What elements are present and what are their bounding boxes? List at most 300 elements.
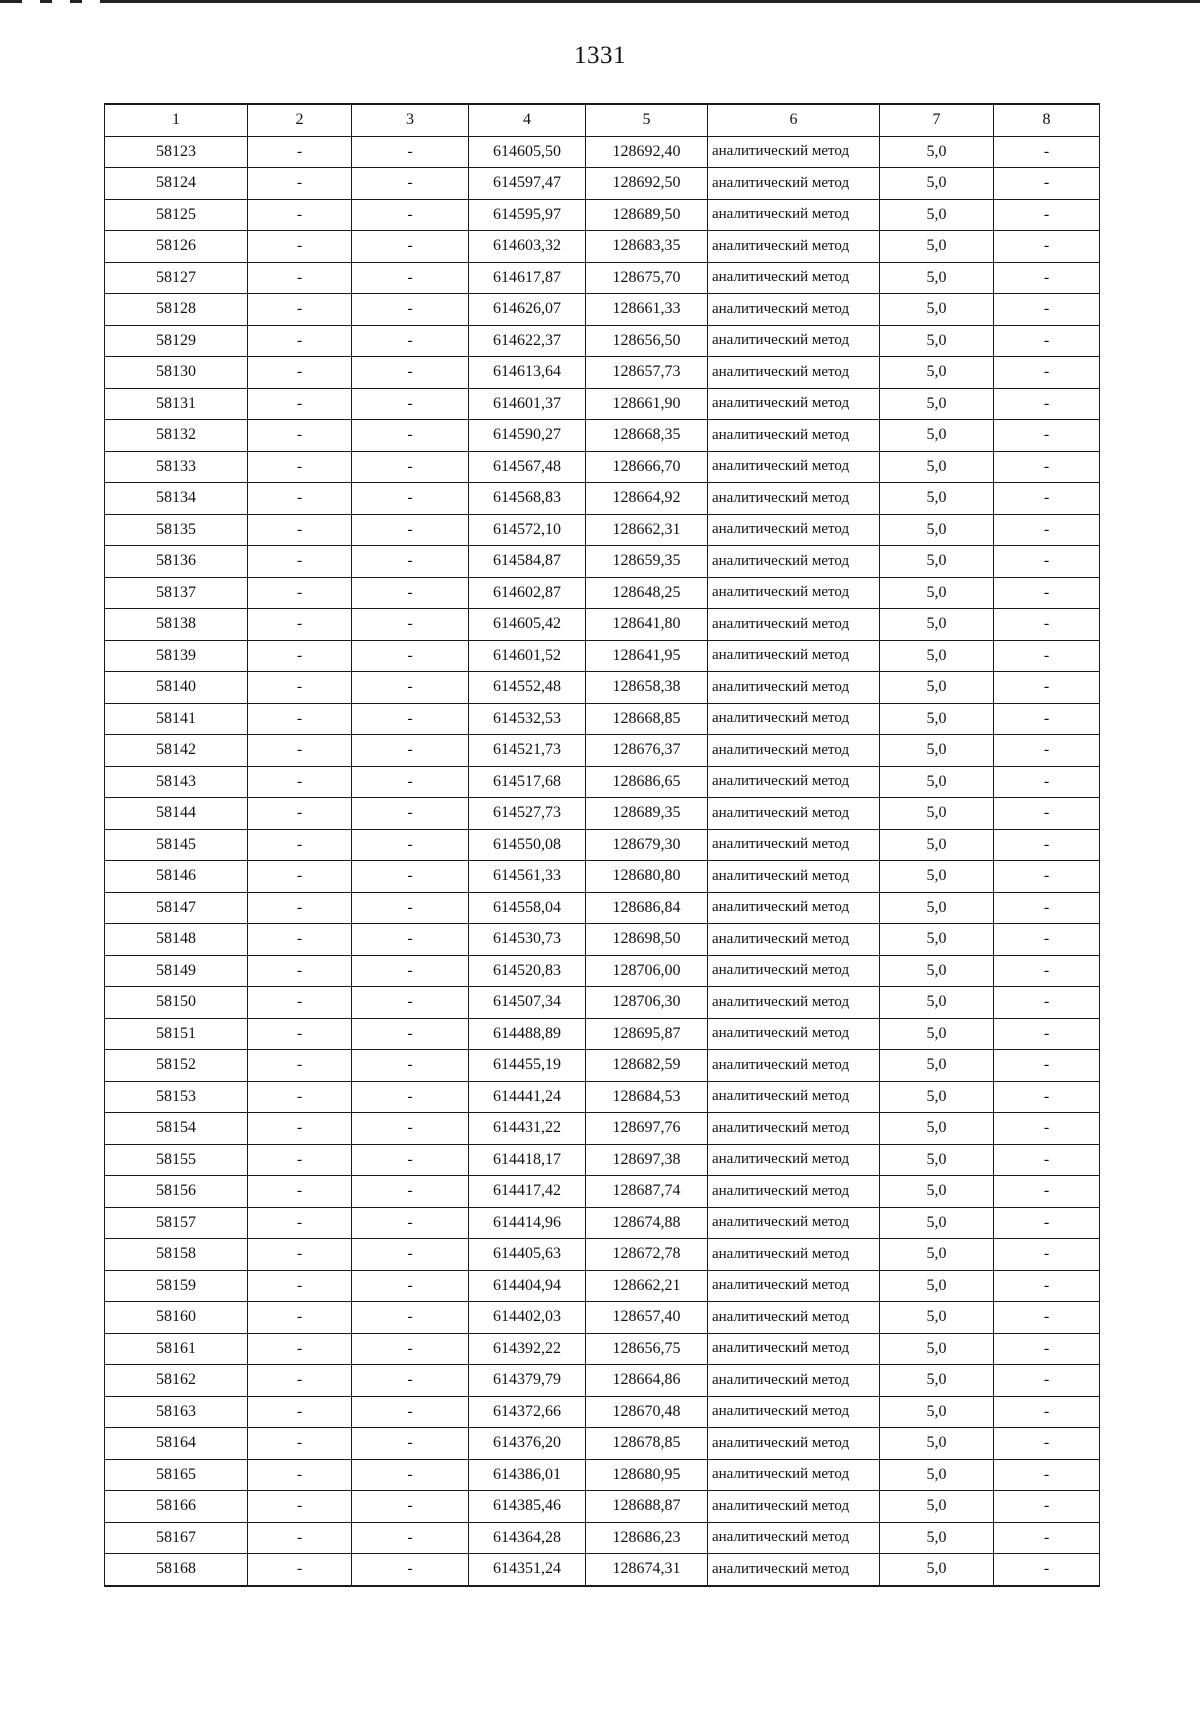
table-row (105, 1396, 1100, 1428)
cell-col-8: - (994, 1491, 1100, 1523)
cell-accuracy: 5,0 (880, 735, 994, 767)
table-row (105, 357, 1100, 389)
cell-x-coordinate: 614568,83 (469, 483, 586, 515)
cell-x-coordinate: 614532,53 (469, 703, 586, 735)
cell-col-2: - (248, 262, 352, 294)
cell-method: аналитический метод (708, 1207, 880, 1239)
cell-col-8: - (994, 231, 1100, 263)
cell-col-3: - (352, 1113, 469, 1145)
cell-y-coordinate: 128656,50 (586, 325, 708, 357)
cell-point-number: 58167 (105, 1522, 248, 1554)
page-number: 1331 (574, 42, 626, 69)
cell-method: аналитический метод (708, 1428, 880, 1460)
table-row (105, 987, 1100, 1019)
cell-point-number: 58126 (105, 231, 248, 263)
cell-col-8: - (994, 168, 1100, 200)
cell-col-8: - (994, 262, 1100, 294)
cell-y-coordinate: 128648,25 (586, 577, 708, 609)
column-header-8: 8 (994, 104, 1100, 136)
cell-accuracy: 5,0 (880, 1113, 994, 1145)
cell-point-number: 58138 (105, 609, 248, 641)
cell-col-2: - (248, 231, 352, 263)
cell-col-2: - (248, 609, 352, 641)
cell-col-8: - (994, 1333, 1100, 1365)
cell-col-2: - (248, 420, 352, 452)
cell-x-coordinate: 614392,22 (469, 1333, 586, 1365)
cell-col-3: - (352, 1459, 469, 1491)
cell-method: аналитический метод (708, 483, 880, 515)
cell-col-2: - (248, 199, 352, 231)
cell-col-8: - (994, 1144, 1100, 1176)
cell-y-coordinate: 128662,21 (586, 1270, 708, 1302)
cell-col-2: - (248, 924, 352, 956)
cell-col-3: - (352, 388, 469, 420)
table-row (105, 640, 1100, 672)
cell-accuracy: 5,0 (880, 1365, 994, 1397)
table-header (105, 104, 1100, 136)
cell-col-8: - (994, 987, 1100, 1019)
cell-accuracy: 5,0 (880, 546, 994, 578)
cell-x-coordinate: 614601,37 (469, 388, 586, 420)
cell-x-coordinate: 614455,19 (469, 1050, 586, 1082)
table-row (105, 1333, 1100, 1365)
cell-method: аналитический метод (708, 987, 880, 1019)
cell-accuracy: 5,0 (880, 1239, 994, 1271)
cell-col-3: - (352, 357, 469, 389)
cell-col-3: - (352, 451, 469, 483)
table-row (105, 420, 1100, 452)
cell-y-coordinate: 128697,76 (586, 1113, 708, 1145)
cell-accuracy: 5,0 (880, 1144, 994, 1176)
cell-col-2: - (248, 388, 352, 420)
cell-point-number: 58160 (105, 1302, 248, 1334)
cell-point-number: 58128 (105, 294, 248, 326)
cell-accuracy: 5,0 (880, 388, 994, 420)
cell-x-coordinate: 614558,04 (469, 892, 586, 924)
cell-y-coordinate: 128657,73 (586, 357, 708, 389)
cell-y-coordinate: 128679,30 (586, 829, 708, 861)
cell-method: аналитический метод (708, 892, 880, 924)
cell-col-2: - (248, 798, 352, 830)
cell-col-8: - (994, 766, 1100, 798)
cell-y-coordinate: 128657,40 (586, 1302, 708, 1334)
cell-method: аналитический метод (708, 514, 880, 546)
cell-accuracy: 5,0 (880, 1491, 994, 1523)
coordinates-table (104, 103, 1100, 1587)
cell-col-8: - (994, 420, 1100, 452)
cell-col-2: - (248, 577, 352, 609)
cell-col-3: - (352, 420, 469, 452)
cell-accuracy: 5,0 (880, 514, 994, 546)
table-row (105, 514, 1100, 546)
cell-col-2: - (248, 672, 352, 704)
cell-col-3: - (352, 640, 469, 672)
cell-method: аналитический метод (708, 1239, 880, 1271)
cell-col-2: - (248, 640, 352, 672)
cell-point-number: 58165 (105, 1459, 248, 1491)
cell-method: аналитический метод (708, 1176, 880, 1208)
cell-y-coordinate: 128706,30 (586, 987, 708, 1019)
cell-y-coordinate: 128698,50 (586, 924, 708, 956)
cell-col-2: - (248, 829, 352, 861)
cell-col-2: - (248, 1365, 352, 1397)
cell-point-number: 58129 (105, 325, 248, 357)
cell-col-8: - (994, 1428, 1100, 1460)
cell-col-2: - (248, 1081, 352, 1113)
cell-x-coordinate: 614507,34 (469, 987, 586, 1019)
table-body (105, 136, 1100, 1586)
cell-method: аналитический метод (708, 924, 880, 956)
cell-point-number: 58134 (105, 483, 248, 515)
cell-col-3: - (352, 1333, 469, 1365)
cell-accuracy: 5,0 (880, 640, 994, 672)
cell-col-8: - (994, 294, 1100, 326)
cell-accuracy: 5,0 (880, 1396, 994, 1428)
cell-point-number: 58125 (105, 199, 248, 231)
cell-point-number: 58137 (105, 577, 248, 609)
column-header-6: 6 (708, 104, 880, 136)
cell-col-8: - (994, 1396, 1100, 1428)
cell-col-2: - (248, 1333, 352, 1365)
cell-y-coordinate: 128664,86 (586, 1365, 708, 1397)
cell-col-8: - (994, 357, 1100, 389)
cell-point-number: 58154 (105, 1113, 248, 1145)
cell-accuracy: 5,0 (880, 1302, 994, 1334)
cell-point-number: 58142 (105, 735, 248, 767)
cell-point-number: 58149 (105, 955, 248, 987)
cell-x-coordinate: 614402,03 (469, 1302, 586, 1334)
cell-y-coordinate: 128680,80 (586, 861, 708, 893)
column-header-2: 2 (248, 104, 352, 136)
table-row (105, 1554, 1100, 1586)
table-row (105, 325, 1100, 357)
table-row (105, 1050, 1100, 1082)
cell-y-coordinate: 128686,84 (586, 892, 708, 924)
cell-col-3: - (352, 703, 469, 735)
table-row (105, 1176, 1100, 1208)
cell-y-coordinate: 128683,35 (586, 231, 708, 263)
cell-x-coordinate: 614584,87 (469, 546, 586, 578)
cell-col-2: - (248, 136, 352, 168)
cell-point-number: 58139 (105, 640, 248, 672)
cell-col-8: - (994, 829, 1100, 861)
cell-x-coordinate: 614372,66 (469, 1396, 586, 1428)
cell-point-number: 58168 (105, 1554, 248, 1586)
table-row (105, 483, 1100, 515)
table-row (105, 861, 1100, 893)
cell-accuracy: 5,0 (880, 577, 994, 609)
table-row (105, 1270, 1100, 1302)
cell-point-number: 58123 (105, 136, 248, 168)
cell-accuracy: 5,0 (880, 672, 994, 704)
column-header-7: 7 (880, 104, 994, 136)
cell-col-8: - (994, 1522, 1100, 1554)
cell-col-3: - (352, 798, 469, 830)
cell-y-coordinate: 128686,23 (586, 1522, 708, 1554)
table-row (105, 231, 1100, 263)
table-row (105, 1239, 1100, 1271)
cell-point-number: 58145 (105, 829, 248, 861)
cell-col-3: - (352, 1050, 469, 1082)
cell-method: аналитический метод (708, 798, 880, 830)
cell-col-3: - (352, 987, 469, 1019)
column-header-5: 5 (586, 104, 708, 136)
cell-method: аналитический метод (708, 451, 880, 483)
cell-method: аналитический метод (708, 1365, 880, 1397)
cell-y-coordinate: 128688,87 (586, 1491, 708, 1523)
cell-col-3: - (352, 1018, 469, 1050)
table-row (105, 262, 1100, 294)
cell-col-3: - (352, 672, 469, 704)
cell-y-coordinate: 128689,35 (586, 798, 708, 830)
cell-col-2: - (248, 1428, 352, 1460)
table-row (105, 294, 1100, 326)
cell-col-8: - (994, 1239, 1100, 1271)
cell-method: аналитический метод (708, 199, 880, 231)
cell-col-3: - (352, 199, 469, 231)
cell-point-number: 58146 (105, 861, 248, 893)
cell-y-coordinate: 128658,38 (586, 672, 708, 704)
cell-accuracy: 5,0 (880, 1522, 994, 1554)
cell-accuracy: 5,0 (880, 924, 994, 956)
cell-col-3: - (352, 955, 469, 987)
cell-accuracy: 5,0 (880, 987, 994, 1019)
cell-method: аналитический метод (708, 1522, 880, 1554)
cell-x-coordinate: 614386,01 (469, 1459, 586, 1491)
table-row (105, 136, 1100, 168)
cell-col-3: - (352, 1270, 469, 1302)
cell-col-2: - (248, 514, 352, 546)
cell-accuracy: 5,0 (880, 231, 994, 263)
cell-accuracy: 5,0 (880, 420, 994, 452)
cell-col-2: - (248, 955, 352, 987)
cell-accuracy: 5,0 (880, 798, 994, 830)
cell-col-8: - (994, 1081, 1100, 1113)
cell-method: аналитический метод (708, 672, 880, 704)
cell-point-number: 58133 (105, 451, 248, 483)
table-row (105, 735, 1100, 767)
cell-col-2: - (248, 987, 352, 1019)
cell-col-2: - (248, 1396, 352, 1428)
cell-x-coordinate: 614603,32 (469, 231, 586, 263)
table-row (105, 199, 1100, 231)
cell-method: аналитический метод (708, 168, 880, 200)
cell-col-8: - (994, 136, 1100, 168)
cell-col-3: - (352, 1207, 469, 1239)
cell-x-coordinate: 614605,50 (469, 136, 586, 168)
cell-col-8: - (994, 1302, 1100, 1334)
cell-y-coordinate: 128684,53 (586, 1081, 708, 1113)
cell-col-3: - (352, 1239, 469, 1271)
cell-col-3: - (352, 1081, 469, 1113)
cell-method: аналитический метод (708, 766, 880, 798)
cell-col-3: - (352, 514, 469, 546)
cell-col-3: - (352, 1522, 469, 1554)
cell-x-coordinate: 614405,63 (469, 1239, 586, 1271)
cell-col-8: - (994, 1050, 1100, 1082)
table-row (105, 924, 1100, 956)
cell-accuracy: 5,0 (880, 136, 994, 168)
cell-col-3: - (352, 609, 469, 641)
cell-accuracy: 5,0 (880, 1176, 994, 1208)
table-row (105, 1113, 1100, 1145)
cell-col-8: - (994, 1207, 1100, 1239)
cell-col-3: - (352, 546, 469, 578)
cell-y-coordinate: 128664,92 (586, 483, 708, 515)
cell-method: аналитический метод (708, 1459, 880, 1491)
cell-method: аналитический метод (708, 577, 880, 609)
cell-y-coordinate: 128687,74 (586, 1176, 708, 1208)
cell-x-coordinate: 614613,64 (469, 357, 586, 389)
cell-method: аналитический метод (708, 546, 880, 578)
table-row (105, 1428, 1100, 1460)
cell-col-3: - (352, 1144, 469, 1176)
table-row (105, 1302, 1100, 1334)
column-header-1: 1 (105, 104, 248, 136)
cell-x-coordinate: 614622,37 (469, 325, 586, 357)
cell-y-coordinate: 128661,33 (586, 294, 708, 326)
cell-x-coordinate: 614404,94 (469, 1270, 586, 1302)
cell-col-3: - (352, 735, 469, 767)
cell-col-8: - (994, 1176, 1100, 1208)
cell-col-3: - (352, 1302, 469, 1334)
cell-x-coordinate: 614552,48 (469, 672, 586, 704)
cell-x-coordinate: 614414,96 (469, 1207, 586, 1239)
table-row (105, 829, 1100, 861)
cell-x-coordinate: 614605,42 (469, 609, 586, 641)
cell-accuracy: 5,0 (880, 1081, 994, 1113)
cell-accuracy: 5,0 (880, 1459, 994, 1491)
cell-method: аналитический метод (708, 955, 880, 987)
cell-col-8: - (994, 892, 1100, 924)
cell-method: аналитический метод (708, 861, 880, 893)
cell-x-coordinate: 614417,42 (469, 1176, 586, 1208)
cell-col-2: - (248, 1239, 352, 1271)
cell-point-number: 58155 (105, 1144, 248, 1176)
cell-col-8: - (994, 1113, 1100, 1145)
table-row (105, 451, 1100, 483)
cell-accuracy: 5,0 (880, 483, 994, 515)
cell-y-coordinate: 128670,48 (586, 1396, 708, 1428)
cell-point-number: 58163 (105, 1396, 248, 1428)
cell-point-number: 58153 (105, 1081, 248, 1113)
cell-method: аналитический метод (708, 357, 880, 389)
cell-method: аналитический метод (708, 136, 880, 168)
cell-accuracy: 5,0 (880, 1270, 994, 1302)
cell-point-number: 58159 (105, 1270, 248, 1302)
cell-accuracy: 5,0 (880, 168, 994, 200)
cell-method: аналитический метод (708, 609, 880, 641)
cell-accuracy: 5,0 (880, 262, 994, 294)
cell-method: аналитический метод (708, 262, 880, 294)
cell-accuracy: 5,0 (880, 294, 994, 326)
cell-accuracy: 5,0 (880, 1333, 994, 1365)
cell-col-8: - (994, 451, 1100, 483)
cell-col-2: - (248, 1176, 352, 1208)
cell-col-2: - (248, 325, 352, 357)
cell-point-number: 58136 (105, 546, 248, 578)
column-header-3: 3 (352, 104, 469, 136)
cell-col-8: - (994, 672, 1100, 704)
cell-col-3: - (352, 262, 469, 294)
cell-y-coordinate: 128682,59 (586, 1050, 708, 1082)
cell-col-8: - (994, 199, 1100, 231)
cell-method: аналитический метод (708, 1396, 880, 1428)
cell-accuracy: 5,0 (880, 325, 994, 357)
table-row (105, 546, 1100, 578)
table-row (105, 766, 1100, 798)
cell-x-coordinate: 614567,48 (469, 451, 586, 483)
table-row (105, 1491, 1100, 1523)
cell-col-8: - (994, 955, 1100, 987)
cell-col-2: - (248, 168, 352, 200)
cell-point-number: 58140 (105, 672, 248, 704)
cell-method: аналитический метод (708, 1018, 880, 1050)
table-row (105, 168, 1100, 200)
cell-col-8: - (994, 1365, 1100, 1397)
cell-point-number: 58162 (105, 1365, 248, 1397)
cell-col-2: - (248, 1459, 352, 1491)
cell-method: аналитический метод (708, 1081, 880, 1113)
table-row (105, 577, 1100, 609)
cell-col-3: - (352, 924, 469, 956)
cell-accuracy: 5,0 (880, 1554, 994, 1586)
cell-method: аналитический метод (708, 735, 880, 767)
cell-col-3: - (352, 231, 469, 263)
cell-col-8: - (994, 1459, 1100, 1491)
cell-col-2: - (248, 1207, 352, 1239)
cell-point-number: 58166 (105, 1491, 248, 1523)
cell-col-3: - (352, 136, 469, 168)
cell-y-coordinate: 128697,38 (586, 1144, 708, 1176)
table-row (105, 1081, 1100, 1113)
cell-point-number: 58131 (105, 388, 248, 420)
cell-x-coordinate: 614376,20 (469, 1428, 586, 1460)
cell-y-coordinate: 128689,50 (586, 199, 708, 231)
cell-method: аналитический метод (708, 1113, 880, 1145)
cell-accuracy: 5,0 (880, 861, 994, 893)
table-row (105, 388, 1100, 420)
cell-method: аналитический метод (708, 829, 880, 861)
cell-y-coordinate: 128676,37 (586, 735, 708, 767)
cell-method: аналитический метод (708, 1270, 880, 1302)
cell-point-number: 58124 (105, 168, 248, 200)
cell-y-coordinate: 128662,31 (586, 514, 708, 546)
cell-col-3: - (352, 325, 469, 357)
cell-col-8: - (994, 861, 1100, 893)
header-row (105, 104, 1100, 136)
cell-col-2: - (248, 1144, 352, 1176)
cell-y-coordinate: 128672,78 (586, 1239, 708, 1271)
cell-y-coordinate: 128675,70 (586, 262, 708, 294)
cell-point-number: 58132 (105, 420, 248, 452)
cell-col-2: - (248, 1018, 352, 1050)
cell-point-number: 58151 (105, 1018, 248, 1050)
cell-accuracy: 5,0 (880, 703, 994, 735)
cell-y-coordinate: 128661,90 (586, 388, 708, 420)
cell-col-3: - (352, 1491, 469, 1523)
cell-col-8: - (994, 1018, 1100, 1050)
cell-x-coordinate: 614379,79 (469, 1365, 586, 1397)
cell-y-coordinate: 128641,80 (586, 609, 708, 641)
cell-col-8: - (994, 483, 1100, 515)
cell-x-coordinate: 614602,87 (469, 577, 586, 609)
cell-accuracy: 5,0 (880, 451, 994, 483)
cell-method: аналитический метод (708, 294, 880, 326)
cell-col-2: - (248, 451, 352, 483)
cell-col-8: - (994, 1554, 1100, 1586)
cell-y-coordinate: 128680,95 (586, 1459, 708, 1491)
